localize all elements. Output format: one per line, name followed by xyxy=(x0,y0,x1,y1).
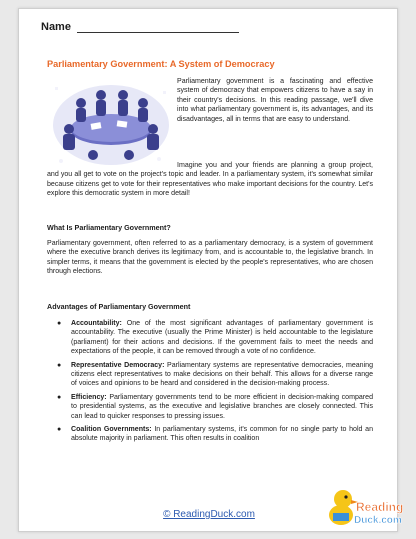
intro-paragraph-2: Imagine you and your friends are planning a group project, and you all get to vote on the project's topic and leader. In a parliamentary system, it's somewhat similar because citizens get to vote for their representatives who make important decisions for the country. Let's explore this democratic system in more detail! xyxy=(47,162,373,198)
name-field[interactable] xyxy=(77,23,239,33)
name-label: Name xyxy=(41,21,71,33)
intro-paragraph-1: Parliamentary government is a fascinating and effective system of democracy that empowers citizens to have a say in their country's decisions. In this reading passage, we'll dive into what parliamentary government is, its advantages, and its disadvantages, all in terms that are easy to understand. xyxy=(177,78,373,123)
readingduck-link[interactable]: © ReadingDuck.com xyxy=(163,509,255,520)
bullet-icon: ● xyxy=(57,393,62,401)
advantage-term: Representative Democracy: xyxy=(71,361,165,369)
advantage-text: Parliamentary governments tend to be more efficient in decision-making compared to presidential systems, as the executive and legislative branches are closely connected. This can lead to quicker responses to pressing issues. xyxy=(71,393,373,420)
what-paragraph: Parliamentary government, often referred to as a parliamentary democracy, is a system of government where the executive branch derives its legitimacy from, and is accountable to, the legislative branch. In simpler terms, it means that the government is elected by the people's representatives, who are chosen through elections. xyxy=(47,240,373,276)
list-item xyxy=(57,425,374,444)
advantage-text: In parliamentary systems, it's common for no single party to hold an absolute majority in parliament. This often results in coalition xyxy=(71,426,374,443)
group-meeting-illustration xyxy=(47,73,175,169)
advantage-term: Accountability: xyxy=(71,320,122,327)
advantage-text: Parliamentary systems are representative democracies, meaning citizens elect representatives to make decisions on their behalf. This allows for a diverse range of voices and opinions to be heard and considered in the decision-making process. xyxy=(71,361,374,388)
bullet-icon: ● xyxy=(57,361,62,369)
logo-text-line-1: Reading xyxy=(356,500,404,514)
worksheet-title: Parliamentary Government: A System of Democracy xyxy=(47,59,275,69)
bullet-icon: ● xyxy=(57,320,62,327)
advantage-text: One of the most significant advantages of parliamentary government is accountability. The executive (usually the Prime Minister) is held accountable to the legislature (parliament) for their actions and decisions. If the government fails to meet the needs and expectations of the people, it can be removed through a vote of no confidence. xyxy=(71,320,373,356)
worksheet-page xyxy=(18,8,404,532)
advantage-term: Coalition Governments: xyxy=(71,426,152,434)
section-heading-what: What Is Parliamentary Government? xyxy=(47,223,171,232)
bullet-icon: ● xyxy=(57,426,62,434)
list-item xyxy=(57,361,374,389)
name-row xyxy=(41,21,239,33)
advantages-list xyxy=(57,319,374,448)
logo-text-line-2: Duck.com xyxy=(354,515,402,526)
list-item xyxy=(57,393,373,421)
readingduck-logo xyxy=(325,475,404,529)
section-heading-advantages: Advantages of Parliamentary Government xyxy=(47,302,191,311)
advantage-term: Efficiency: xyxy=(71,393,107,401)
list-item xyxy=(57,319,373,357)
